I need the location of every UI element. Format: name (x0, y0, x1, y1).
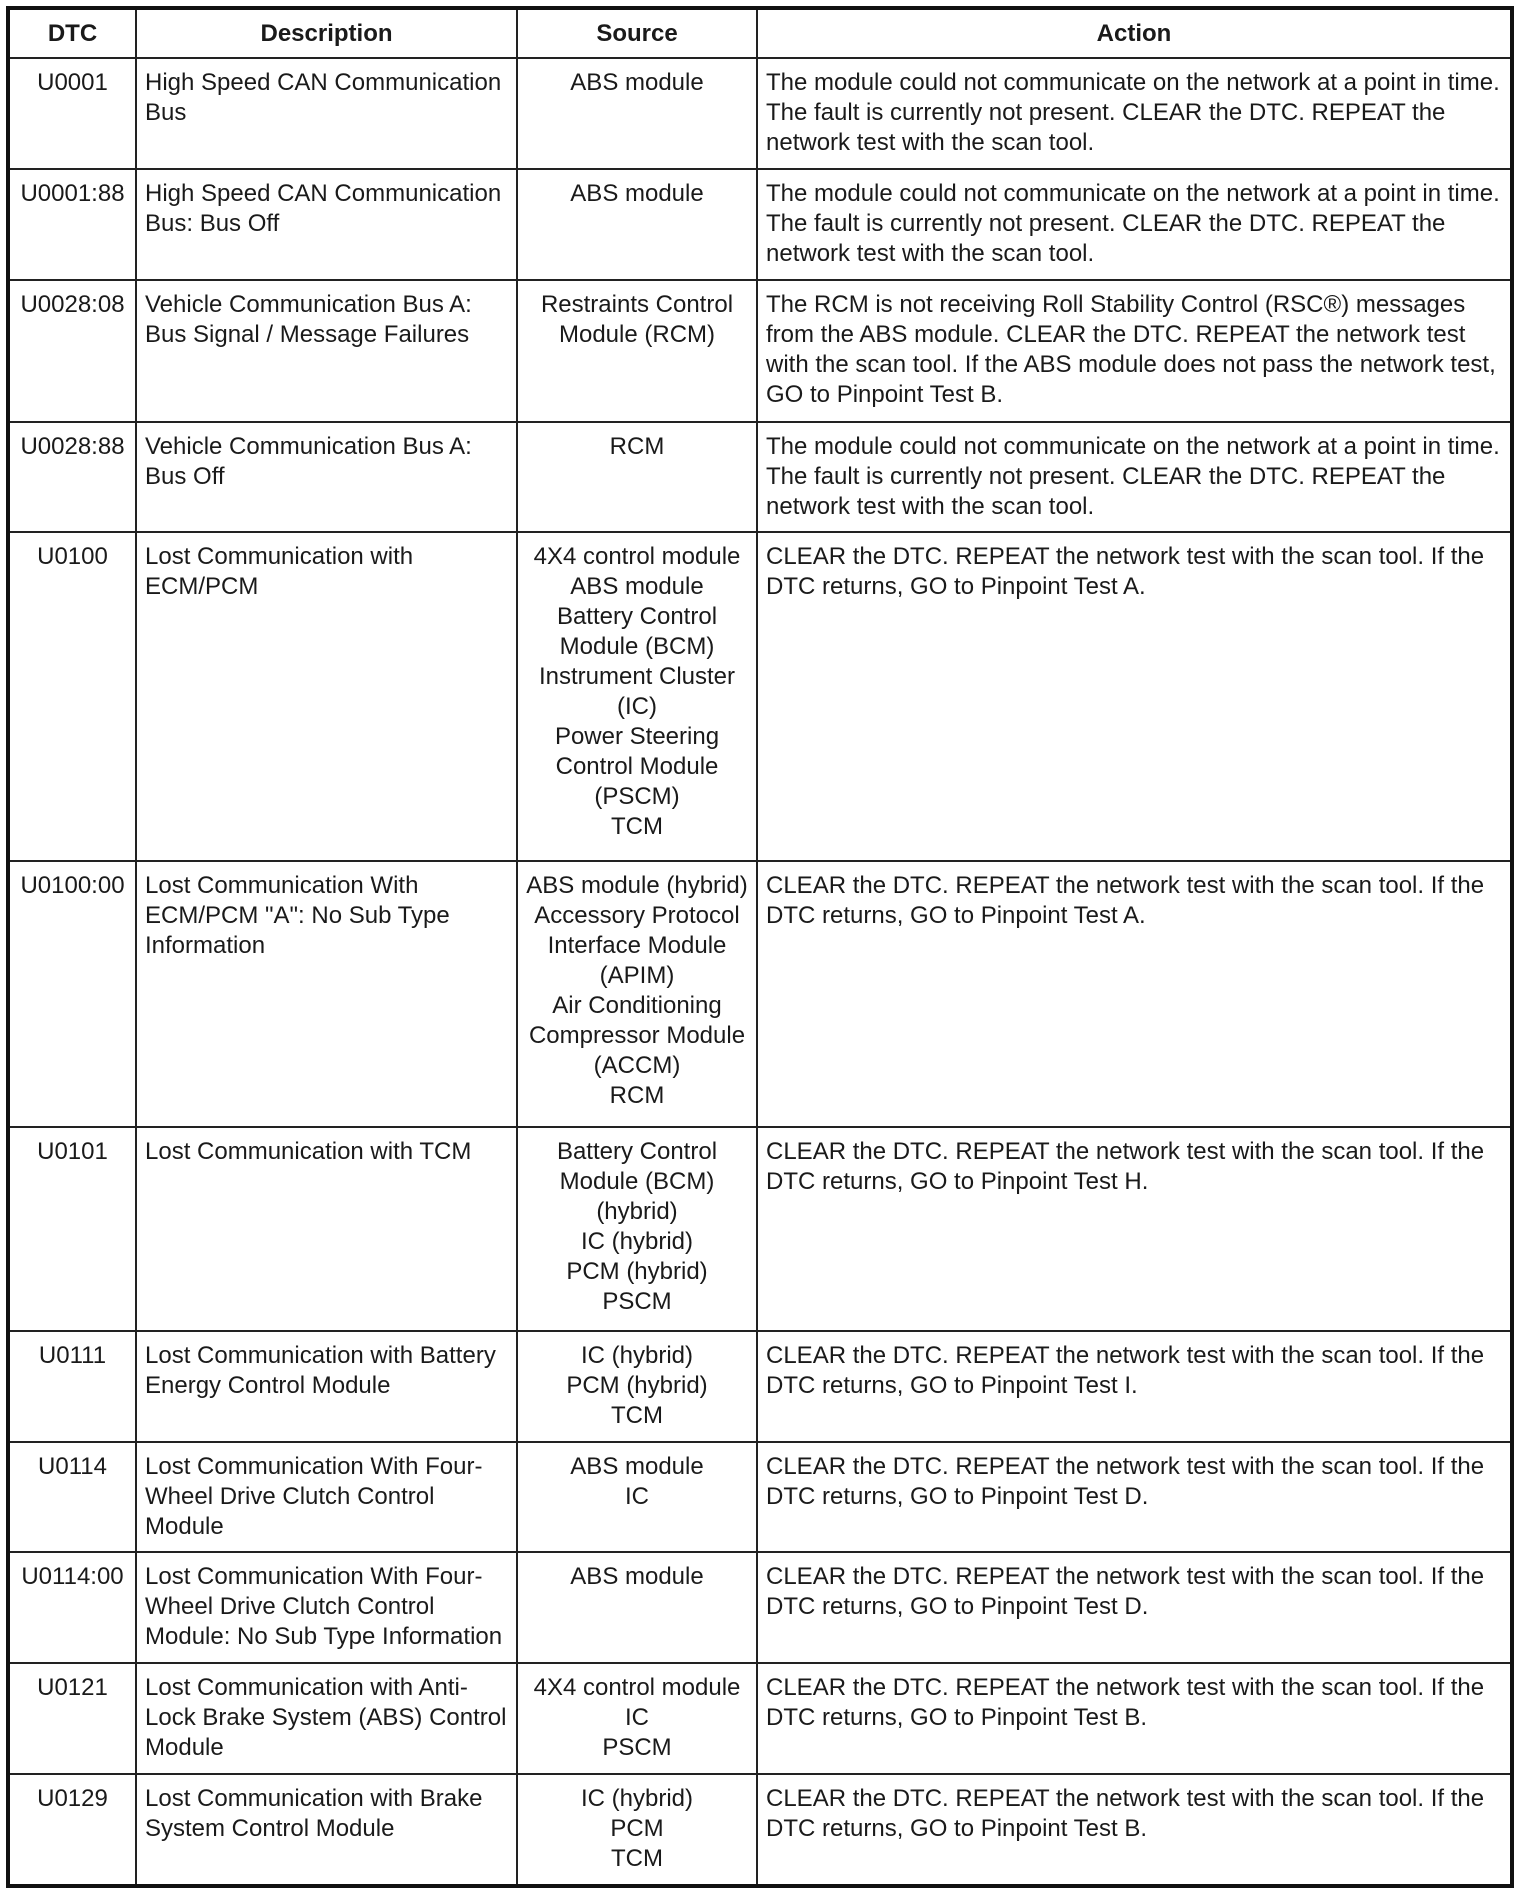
source-module: Battery Control Module (BCM) (hybrid) (556, 1137, 718, 1225)
table-row (8, 861, 1512, 1127)
dtc-code: U0100:00 (8, 861, 136, 1127)
source-module: IC (625, 1482, 649, 1510)
dtc-code: U0028:88 (8, 422, 136, 533)
dtc-code: U0111 (8, 1331, 136, 1442)
header-row (8, 8, 1512, 58)
dtc-source (517, 280, 757, 422)
table-row (8, 1663, 1512, 1774)
dtc-action: The module could not communicate on the network at a point in time. The fault is currently not present. CLEAR the DTC. REPEAT the network test with the scan tool. (757, 169, 1512, 280)
source-module: IC (hybrid) (580, 1341, 694, 1369)
source-module: PCM (610, 1815, 664, 1843)
dtc-source (517, 861, 757, 1127)
dtc-source (517, 1663, 757, 1774)
dtc-code: U0001 (8, 58, 136, 169)
source-module: PCM (hybrid) (566, 1371, 708, 1399)
table-row (8, 1552, 1512, 1663)
table-row (8, 280, 1512, 422)
source-module: PSCM (602, 1287, 672, 1315)
dtc-description: Lost Communication with TCM (136, 1127, 517, 1331)
dtc-description: Vehicle Communication Bus A: Bus Signal / Message Failures (136, 280, 517, 422)
dtc-source (517, 1127, 757, 1331)
dtc-code: U0114:00 (8, 1552, 136, 1663)
source-module: TCM (611, 813, 663, 841)
dtc-description: Lost Communication With Four-Wheel Drive Clutch Control Module (136, 1442, 517, 1553)
dtc-source (517, 532, 757, 860)
table-row (8, 1442, 1512, 1553)
source-module: RCM (609, 432, 665, 460)
dtc-code: U0129 (8, 1774, 136, 1886)
source-module: PSCM (602, 1734, 672, 1762)
dtc-description: Lost Communication with Battery Energy Control Module (136, 1331, 517, 1442)
table-header (8, 8, 1512, 58)
table-row (8, 1127, 1512, 1331)
source-module: Instrument Cluster (IC) (538, 663, 736, 721)
dtc-source (517, 422, 757, 533)
table-body (8, 58, 1512, 1886)
dtc-source (517, 1774, 757, 1886)
dtc-action: CLEAR the DTC. REPEAT the network test with the scan tool. If the DTC returns, GO to Pinpoint Test B. (757, 1774, 1512, 1886)
dtc-code: U0001:88 (8, 169, 136, 280)
source-module: ABS module (570, 1563, 704, 1591)
dtc-action: CLEAR the DTC. REPEAT the network test with the scan tool. If the DTC returns, GO to Pinpoint Test D. (757, 1552, 1512, 1663)
source-module: ABS module (570, 69, 704, 96)
dtc-description: Lost Communication With ECM/PCM "A": No Sub Type Information (136, 861, 517, 1127)
table-row (8, 169, 1512, 280)
table-row (8, 1774, 1512, 1886)
source-module: ABS module (570, 573, 704, 601)
header-action: Action (757, 8, 1512, 58)
dtc-action: CLEAR the DTC. REPEAT the network test with the scan tool. If the DTC returns, GO to Pinpoint Test I. (757, 1331, 1512, 1442)
source-module: TCM (611, 1401, 663, 1429)
dtc-description: Lost Communication with Anti-Lock Brake System (ABS) Control Module (136, 1663, 517, 1774)
table-row (8, 1331, 1512, 1442)
source-module: IC (625, 1704, 649, 1732)
source-module: 4X4 control module (533, 1674, 741, 1702)
dtc-source (517, 169, 757, 280)
dtc-description: Lost Communication with ECM/PCM (136, 532, 517, 860)
dtc-description: Lost Communication With Four-Wheel Drive Clutch Control Module: No Sub Type Information (136, 1552, 517, 1663)
source-module: ABS module (570, 1452, 704, 1480)
source-module: Air Conditioning Compressor Module (ACCM) (528, 991, 746, 1079)
source-module: IC (hybrid) (580, 1785, 694, 1813)
dtc-code: U0101 (8, 1127, 136, 1331)
dtc-description: Vehicle Communication Bus A: Bus Off (136, 422, 517, 533)
dtc-action: CLEAR the DTC. REPEAT the network test with the scan tool. If the DTC returns, GO to Pinpoint Test B. (757, 1663, 1512, 1774)
dtc-action: CLEAR the DTC. REPEAT the network test with the scan tool. If the DTC returns, GO to Pinpoint Test H. (757, 1127, 1512, 1331)
dtc-code: U0028:08 (8, 280, 136, 422)
table-row (8, 532, 1512, 860)
source-module: ABS module (570, 179, 704, 207)
dtc-source (517, 58, 757, 169)
dtc-action: The RCM is not receiving Roll Stability Control (RSC®) messages from the ABS module. CLEAR the DTC. REPEAT the network test with the scan tool. If the ABS module does not pass the network test, GO to Pinpoint Test B. (757, 280, 1512, 422)
dtc-action: The module could not communicate on the network at a point in time. The fault is currently not present. CLEAR the DTC. REPEAT the network test with the scan tool. (757, 58, 1512, 169)
header-dtc: DTC (8, 8, 136, 58)
source-module: RCM (609, 1081, 665, 1109)
header-source: Source (517, 8, 757, 58)
dtc-action: The module could not communicate on the network at a point in time. The fault is currently not present. CLEAR the DTC. REPEAT the network test with the scan tool. (757, 422, 1512, 533)
source-module: 4X4 control module (533, 543, 741, 571)
source-module: Accessory Protocol Interface Module (APIM) (534, 901, 740, 989)
dtc-description: High Speed CAN Communication Bus (136, 58, 517, 169)
dtc-action: CLEAR the DTC. REPEAT the network test with the scan tool. If the DTC returns, GO to Pinpoint Test A. (757, 532, 1512, 860)
dtc-action: CLEAR the DTC. REPEAT the network test with the scan tool. If the DTC returns, GO to Pinpoint Test D. (757, 1442, 1512, 1553)
dtc-source (517, 1331, 757, 1442)
source-module: PCM (hybrid) (566, 1257, 708, 1285)
dtc-code: U0121 (8, 1663, 136, 1774)
table-row (8, 422, 1512, 533)
source-module: TCM (611, 1845, 663, 1873)
dtc-description: Lost Communication with Brake System Control Module (136, 1774, 517, 1886)
dtc-source (517, 1442, 757, 1553)
table-row (8, 58, 1512, 169)
source-module: ABS module (hybrid) (526, 871, 748, 899)
dtc-action: CLEAR the DTC. REPEAT the network test with the scan tool. If the DTC returns, GO to Pinpoint Test A. (757, 861, 1512, 1127)
dtc-code: U0114 (8, 1442, 136, 1553)
source-module: IC (hybrid) (580, 1227, 694, 1255)
dtc-description: High Speed CAN Communication Bus: Bus Off (136, 169, 517, 280)
source-module: Restraints Control Module (RCM) (540, 290, 734, 348)
dtc-source (517, 1552, 757, 1663)
dtc-table (6, 6, 1514, 1888)
header-description: Description (136, 8, 517, 58)
source-module: Battery Control Module (BCM) (556, 603, 718, 661)
source-module: Power Steering Control Module (PSCM) (554, 723, 720, 811)
dtc-code: U0100 (8, 532, 136, 860)
